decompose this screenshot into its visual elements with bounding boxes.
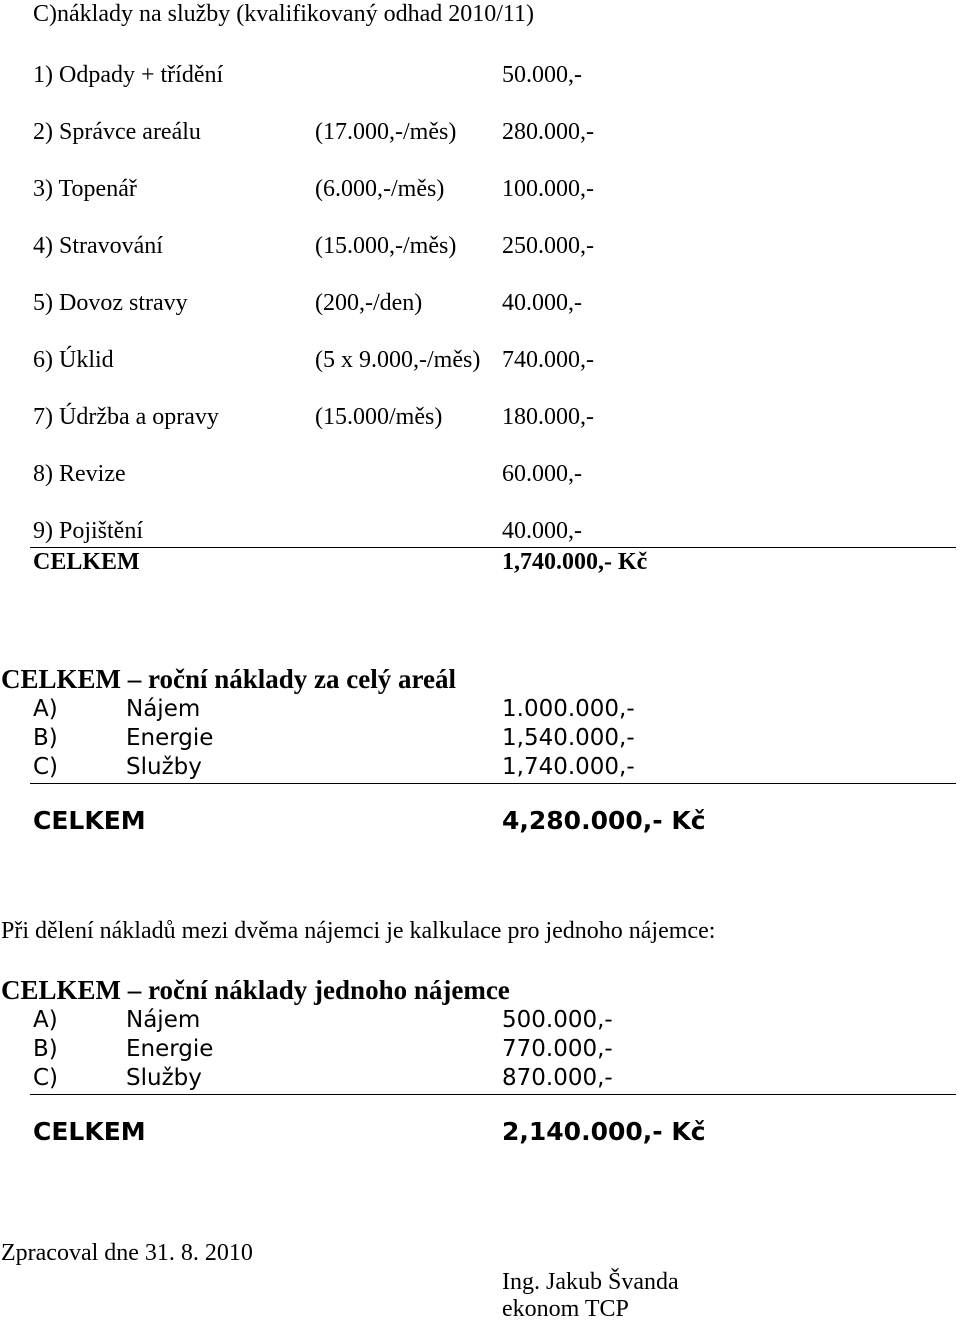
row-value: 870.000,- — [502, 1065, 613, 1091]
item-label: 6) Úklid — [33, 347, 114, 373]
row-value: 1.000.000,- — [502, 696, 635, 722]
tenant-heading: CELKEM – roční náklady jednoho nájemce — [1, 975, 510, 1005]
row-value: 1,540.000,- — [502, 725, 635, 751]
item-amount: 740.000,- — [502, 347, 594, 373]
row-letter: B) — [33, 1036, 58, 1062]
area-total-label: CELKEM — [33, 806, 146, 835]
item-detail: (5 x 9.000,-/měs) — [315, 347, 481, 373]
item-label: 8) Revize — [33, 461, 126, 487]
item-label: 7) Údržba a opravy — [33, 404, 219, 430]
item-amount: 40.000,- — [502, 290, 582, 316]
row-letter: A) — [33, 696, 58, 722]
row-name: Energie — [126, 725, 214, 751]
row-value: 770.000,- — [502, 1036, 613, 1062]
item-detail: (17.000,-/měs) — [315, 119, 457, 145]
item-amount: 280.000,- — [502, 119, 594, 145]
tenant-total-label: CELKEM — [33, 1117, 146, 1146]
divider — [30, 783, 956, 784]
row-value: 1,740.000,- — [502, 754, 635, 780]
services-total-value: 1,740.000,- Kč — [502, 549, 648, 575]
row-letter: B) — [33, 725, 58, 751]
services-total-label: CELKEM — [33, 549, 140, 575]
item-label: 1) Odpady + třídění — [33, 62, 224, 88]
area-heading: CELKEM – roční náklady za celý areál — [1, 664, 456, 694]
row-letter: C) — [33, 754, 59, 780]
item-label: 3) Topenář — [33, 176, 137, 202]
item-amount: 50.000,- — [502, 62, 582, 88]
signature-name: Ing. Jakub Švanda — [502, 1269, 679, 1295]
item-label: 2) Správce areálu — [33, 119, 201, 145]
item-detail: (200,-/den) — [315, 290, 423, 316]
divider — [30, 547, 956, 548]
divider — [30, 1094, 956, 1095]
item-label: 5) Dovoz stravy — [33, 290, 188, 316]
item-label: 9) Pojištění — [33, 518, 144, 544]
row-value: 500.000,- — [502, 1007, 613, 1033]
prepared-date: Zpracoval dne 31. 8. 2010 — [1, 1240, 253, 1266]
row-name: Nájem — [126, 696, 201, 722]
row-name: Energie — [126, 1036, 214, 1062]
area-total-value: 4,280.000,- Kč — [502, 806, 706, 835]
item-amount: 40.000,- — [502, 518, 582, 544]
split-note: Při dělení nákladů mezi dvěma nájemci je kalkulace pro jednoho nájemce: — [1, 918, 716, 944]
row-name: Služby — [126, 1065, 202, 1091]
item-amount: 180.000,- — [502, 404, 594, 430]
item-detail: (15.000,-/měs) — [315, 233, 457, 259]
tenant-total-value: 2,140.000,- Kč — [502, 1117, 706, 1146]
item-amount: 250.000,- — [502, 233, 594, 259]
item-detail: (15.000/měs) — [315, 404, 443, 430]
item-detail: (6.000,-/měs) — [315, 176, 445, 202]
row-name: Služby — [126, 754, 202, 780]
row-name: Nájem — [126, 1007, 201, 1033]
signature-role: ekonom TCP — [502, 1296, 629, 1322]
row-letter: C) — [33, 1065, 59, 1091]
section-c-title: C)náklady na služby (kvalifikovaný odhad 2010/11) — [33, 1, 534, 27]
item-amount: 100.000,- — [502, 176, 594, 202]
item-label: 4) Stravování — [33, 233, 163, 259]
item-amount: 60.000,- — [502, 461, 582, 487]
row-letter: A) — [33, 1007, 58, 1033]
